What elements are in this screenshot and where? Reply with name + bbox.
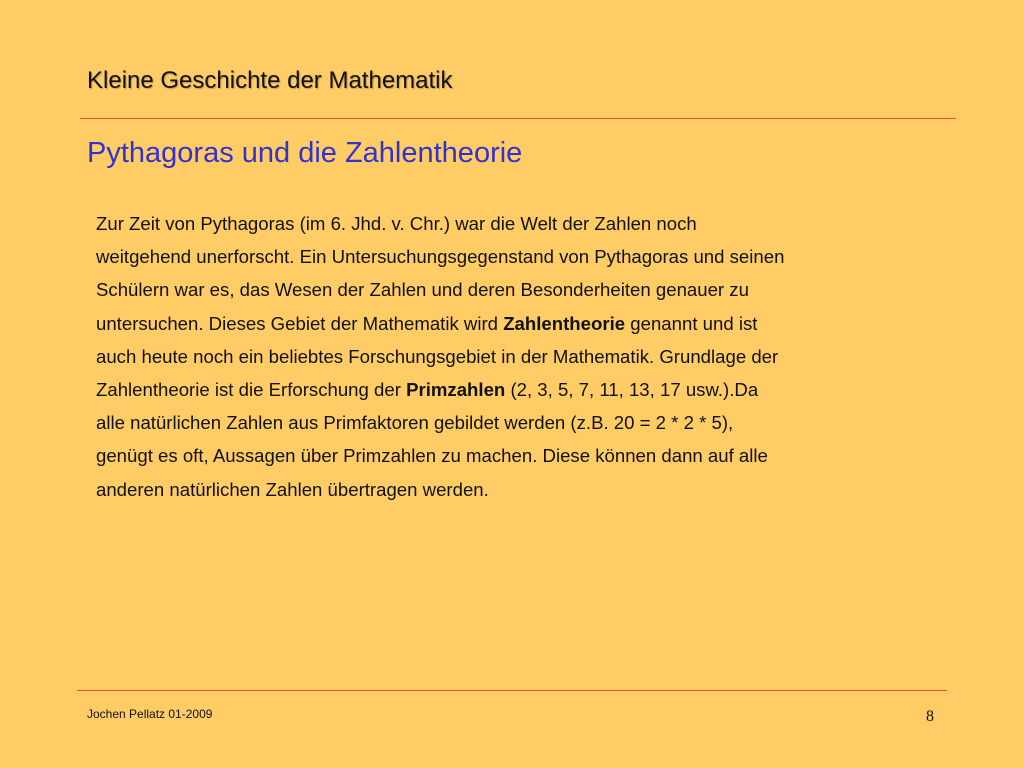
footer-author: Jochen Pellatz 01-2009 [87, 707, 213, 721]
body-paragraph [96, 207, 956, 506]
body-line-text: (2, 3, 5, 7, 11, 13, 17 usw.).Da [505, 379, 759, 401]
body-line: anderen natürlichen Zahlen übertragen werden. [96, 478, 489, 500]
slide-header-title: Kleine Geschichte der Mathematik [87, 67, 453, 94]
body-line-text: Zahlentheorie ist die Erforschung der [96, 379, 407, 401]
body-line-text: untersuchen. Dieses Gebiet der Mathematik wird [96, 312, 504, 334]
page-number: 8 [926, 708, 934, 725]
body-line: genügt es oft, Aussagen über Primzahlen zu machen. Diese können dann auf alle [96, 445, 768, 467]
body-line: alle natürlichen Zahlen aus Primfaktoren gebildet werden (z.B. 20 = 2 * 2 * 5), [96, 412, 734, 434]
term-zahlentheorie: Zahlentheorie [503, 312, 626, 334]
body-line: weitgehend unerforscht. Ein Untersuchungsgegenstand von Pythagoras und seinen [96, 246, 785, 268]
header-divider [80, 118, 956, 119]
term-primzahlen: Primzahlen [406, 379, 506, 401]
body-line-text: genannt und ist [625, 312, 758, 334]
body-line: auch heute noch ein beliebtes Forschungsgebiet in der Mathematik. Grundlage der [96, 345, 779, 367]
body-line [96, 307, 956, 340]
body-line: Zur Zeit von Pythagoras (im 6. Jhd. v. Chr.) war die Welt der Zahlen noch [96, 213, 697, 234]
slide-subtitle: Pythagoras und die Zahlentheorie [87, 137, 523, 169]
body-line: Schülern war es, das Wesen der Zahlen und deren Besonderheiten genauer zu [96, 279, 749, 301]
body-line [96, 373, 956, 406]
footer-divider [77, 690, 947, 691]
